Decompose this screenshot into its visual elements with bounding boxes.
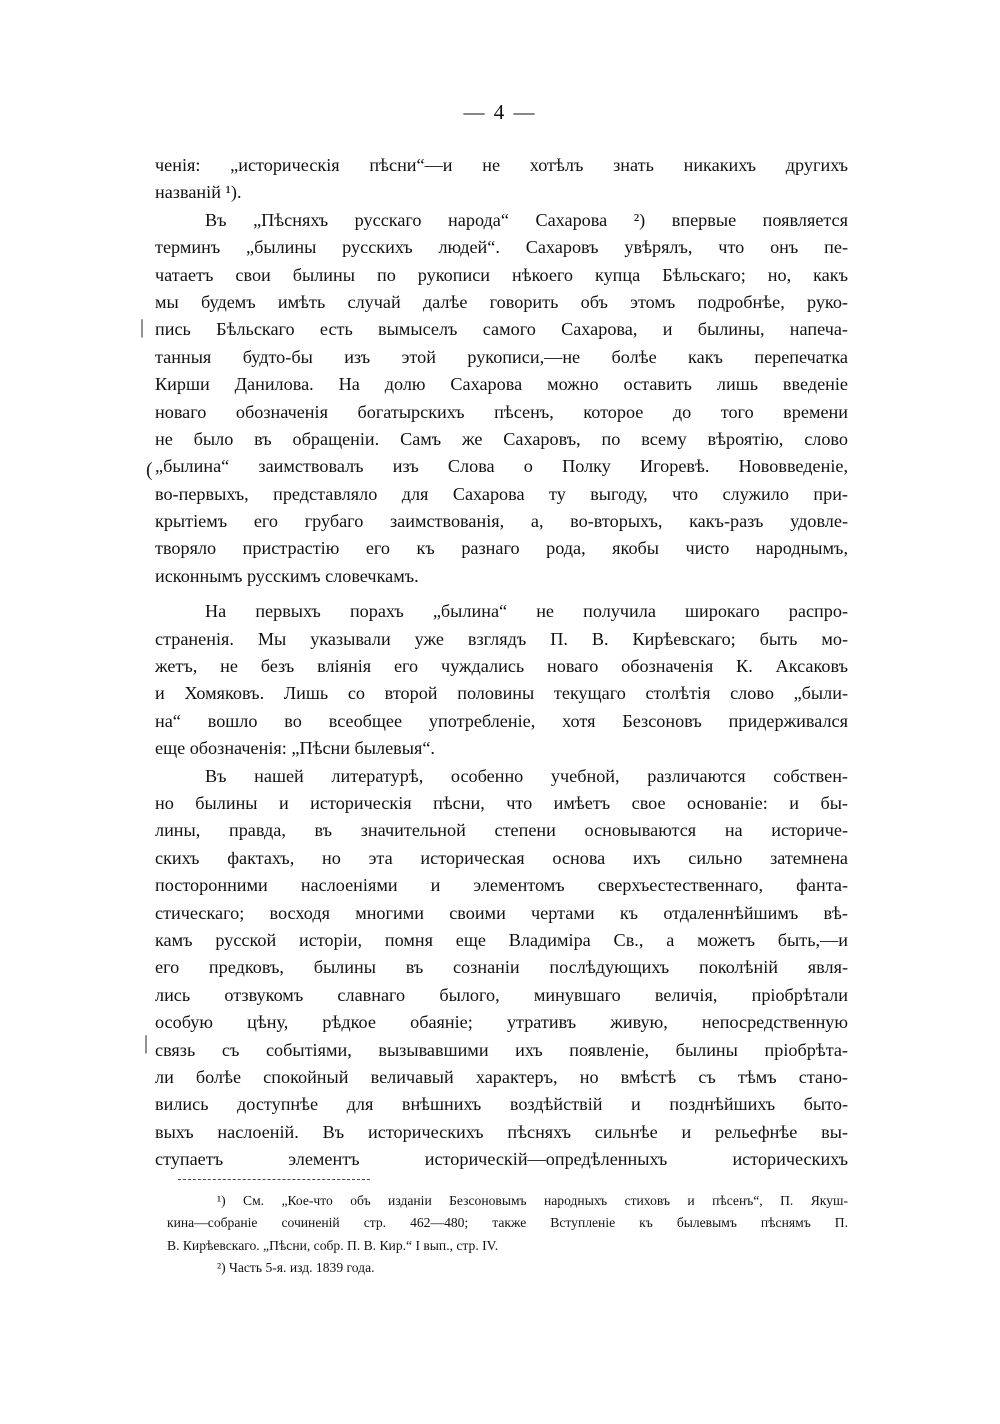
text-line: но былины и историческія пѣсни, что имѣетъ свое основаніе: и бы- — [155, 792, 848, 813]
text-line: исконнымъ русскимъ словечкамъ. — [155, 565, 419, 586]
text-line: мы будемъ имѣть случай далѣе говорить объ этомъ подробнѣе, руко- — [155, 291, 848, 312]
page-number: — 4 — — [463, 100, 537, 124]
text-line: терминъ „былины русскихъ людей“. Сахаровъ увѣрялъ, что онъ пе- — [155, 237, 848, 258]
text-line: Въ „Пѣсняхъ русскаго народа“ Сахарова ²) впервые появляется — [205, 209, 848, 230]
footnote-line: кина—собраніе сочиненій стр. 462—480; также Вступленіе къ былевымъ пѣснямъ П. — [167, 1215, 848, 1231]
text-line: его предковъ, былины въ сознаніи послѣдующихъ поколѣній явля- — [155, 957, 848, 978]
text-line: жетъ, не безъ вліянія его чуждались новаго обозначенія К. Аксаковъ — [155, 656, 848, 677]
text-line: страненія. Мы указывали уже взглядъ П. В. Кирѣевскаго; быть мо- — [155, 628, 848, 649]
text-line: пись Бѣльскаго есть вымыселъ самого Сахарова, и былины, напеча- — [155, 319, 848, 340]
text-line: во-первыхъ, представляло для Сахарова ту выгоду, что служило при- — [155, 483, 848, 504]
footnote-line: ¹) См. „Кое-что объ изданіи Безсоновымъ народныхъ стиховъ и пѣсенъ“, П. Якуш- — [217, 1193, 848, 1208]
text-line: и Хомяковъ. Лишь со второй половины текущаго столѣтія слово „были- — [155, 683, 848, 704]
text-line: скихъ фактахъ, но эта историческая основа ихъ сильно затемнена — [155, 847, 848, 868]
margin-bar-mark: | — [140, 316, 145, 338]
text-line: особую цѣну, рѣдкое обаяніе; утративъ живую, непосредственную — [155, 1012, 848, 1033]
text-line: На первыхъ порахъ „былина“ не получила широкаго распро- — [205, 601, 848, 622]
text-line: творяло пристрастію его къ разнаго рода, якобы чисто народнымъ, — [155, 538, 848, 559]
text-line: на“ вошло во всеобщее употребленіе, хотя Безсоновъ придерживался — [155, 710, 848, 731]
body-text — [155, 152, 848, 1173]
text-line: танныя будто-бы изъ этой рукописи,—не болѣе какъ перепечатка — [155, 346, 848, 367]
text-line: Кирши Данилова. На долю Сахарова можно оставить лишь введеніе — [155, 374, 848, 395]
text-line: посторонними наслоеніями и элементомъ сверхъестественнаго, фанта- — [155, 875, 848, 896]
margin-bar-mark: | — [144, 1032, 149, 1054]
footnote-line: ²) Часть 5-я. изд. 1839 года. — [217, 1259, 375, 1275]
text-line: новаго обозначенія богатырскихъ пѣсенъ, которое до того времени — [155, 401, 848, 422]
text-line: стическаго; восходя многими своими чертами къ отдаленнѣйшимъ вѣ- — [155, 902, 848, 923]
text-line: названій ¹). — [155, 182, 242, 203]
margin-bracket-mark: ( — [146, 459, 153, 481]
text-line: выхъ наслоеній. Въ историческихъ пѣсняхъ сильнѣе и рельефнѣе вы- — [155, 1121, 848, 1142]
text-line: еще обозначенія: „Пѣсни былевыя“. — [155, 738, 435, 759]
text-line: связь съ событіями, вызывавшими ихъ появленіе, былины пріобрѣта- — [155, 1039, 848, 1060]
text-line: лины, правда, въ значительной степени основываются на историче- — [155, 820, 848, 841]
footnotes — [167, 1190, 848, 1279]
footnote-line: В. Кирѣевскаго. „Пѣсни, собр. П. В. Кир.“ I вып., стр. IV. — [167, 1237, 499, 1253]
text-line: вились доступнѣе для внѣшнихъ воздѣйствій и позднѣйшихъ быто- — [155, 1094, 848, 1115]
text-line: чатаетъ свои былины по рукописи нѣкоего купца Бѣльскаго; но, какъ — [155, 264, 848, 285]
text-line: „былина“ заимствовалъ изъ Слова о Полку Игоревѣ. Нововведеніе, — [155, 456, 848, 477]
text-line: лись отзвукомъ славнаго былого, минувшаго величія, пріобрѣтали — [155, 984, 848, 1005]
text-line: ли болѣе спокойный величавый характеръ, но вмѣстѣ съ тѣмъ стано- — [155, 1066, 848, 1087]
text-line: крытіемъ его грубаго заимствованія, а, во-вторыхъ, какъ-разъ удовле- — [155, 511, 848, 532]
text-line: ченія: „историческія пѣсни“—и не хотѣлъ знать никакихъ другихъ — [155, 155, 848, 175]
text-line: не было въ обращеніи. Самъ же Сахаровъ, по всему вѣроятію, слово — [155, 428, 848, 449]
text-line: Въ нашей литературѣ, особенно учебной, различаются собствен- — [205, 765, 848, 786]
text-line: ступаетъ элементъ историческій—опредѣленныхъ историческихъ — [155, 1149, 848, 1170]
footnote-divider — [178, 1179, 370, 1180]
text-line: камъ русской исторіи, помня еще Владиміра Св., а можетъ быть,—и — [155, 929, 848, 950]
